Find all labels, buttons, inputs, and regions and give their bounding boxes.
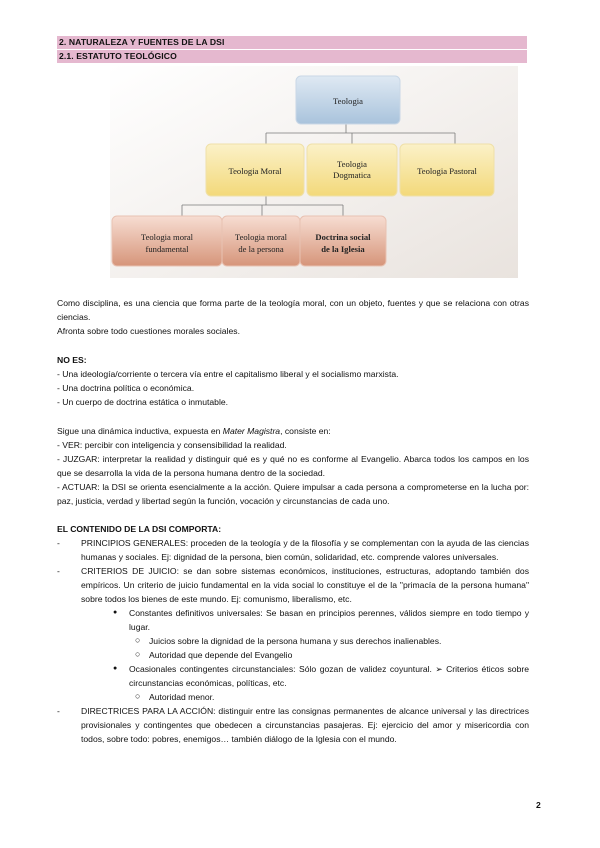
criterios-item <box>57 564 529 606</box>
ocasionales-sub-item <box>57 690 529 704</box>
contenido-block <box>57 522 529 746</box>
theology-hierarchy-diagram <box>110 66 518 278</box>
node-label: Dogmatica <box>333 170 371 180</box>
dash-marker: - <box>57 538 60 548</box>
juzgar-item: - JUZGAR: interpretar la realidad y distinguir qué es y qué no es conforme al Evangelio. Abarca todos los campos en los que se desarrolla la vida de la persona humana dentro de la sociedad. <box>57 454 529 478</box>
no-es-title: NO ES: <box>57 355 87 365</box>
node-label: Teologia Moral <box>228 166 282 176</box>
no-es-item: - Una doctrina política o económica. <box>57 383 195 393</box>
constantes-sub-text: Autoridad que depende del Evangelio <box>149 650 293 660</box>
intro-paragraph-2: Afronta sobre todo cuestiones morales sociales. <box>57 326 240 336</box>
node-label: Teologia <box>333 96 363 106</box>
constantes-sub-text: Juicios sobre la dignidad de la persona humana y sus derechos inalienables. <box>149 636 442 646</box>
intro-paragraph: Como disciplina, es una ciencia que forma parte de la teología moral, con un objeto, fuentes y que se relaciona con otras ciencias. <box>57 298 529 322</box>
diagram-node-teologia-moral <box>206 144 304 196</box>
criterios-text: CRITERIOS DE JUICIO: se dan sobre sistemas económicos, instituciones, estructuras, adoptando también dos empíricos. Un criterio de juicio fundamental en la vida social lo constituye el de la "primacía de la persona humana" sobre todos los bienes de este mundo. Ej: comunismo, liberalismo, etc. <box>81 566 529 604</box>
constantes-sub-item <box>57 648 529 662</box>
constantes-text: Constantes definitivos universales: Se basan en principios perennes, válidos siempre en todo tiempo y lugar. <box>129 608 529 632</box>
diagram-node-doctrina-social <box>300 216 386 266</box>
mater-magistra-title: Mater Magistra <box>222 426 281 436</box>
node-label: Teologia Pastoral <box>417 166 477 176</box>
contenido-title: EL CONTENIDO DE LA DSI COMPORTA: <box>57 524 222 534</box>
subsection-heading: 2.1. ESTATUTO TEOLÓGICO <box>57 50 527 63</box>
dinamica-intro <box>57 424 529 438</box>
intro-block <box>57 296 529 338</box>
circle-marker: ○ <box>135 635 141 645</box>
node-label: de la persona <box>238 244 284 254</box>
no-es-block <box>57 353 529 409</box>
node-label: Teologia moral <box>234 232 288 242</box>
diagram-node-root <box>296 76 400 124</box>
ocasionales-text: Ocasionales contingentes circunstanciales: Sólo gozan de validez coyuntural. ➢ Criterios éticos sobre circunstancias económicas, políticas, etc. <box>129 664 529 688</box>
bullet-marker: ● <box>113 665 118 672</box>
principios-item <box>57 536 529 564</box>
ocasionales-item <box>57 662 529 690</box>
directrices-item <box>57 704 529 746</box>
constantes-item <box>57 606 529 634</box>
node-label: Teologia moral <box>140 232 194 242</box>
dinamica-intro-text-end: , consiste en: <box>280 426 331 436</box>
ocasionales-sub-text: Autoridad menor. <box>149 692 215 702</box>
diagram-node-teologia-pastoral <box>400 144 494 196</box>
principios-text: PRINCIPIOS GENERALES: proceden de la teología y de la filosofía y se complementan con la ayuda de las ciencias humanas y sociales. Ej: dignidad de la persona, bien común, solidaridad, etc. comprende valores universales. <box>81 538 529 562</box>
dinamica-block <box>57 424 529 508</box>
diagram-node-teologia-moral-persona <box>222 216 300 266</box>
constantes-sub-item <box>57 634 529 648</box>
circle-marker: ○ <box>135 649 141 659</box>
diagram-node-teologia-dogmatica <box>307 144 397 196</box>
node-label: Doctrina social <box>315 232 371 242</box>
diagram-node-teologia-moral-fundamental <box>112 216 222 266</box>
ver-item: - VER: percibir con inteligencia y consensibilidad la realidad. <box>57 440 287 450</box>
no-es-item: - Una ideología/corriente o tercera vía entre el capitalismo liberal y el socialismo marxista. <box>57 369 399 379</box>
node-label: fundamental <box>145 244 189 254</box>
page-number: 2 <box>536 800 541 810</box>
node-label: de la Iglesia <box>321 244 365 254</box>
no-es-item: - Un cuerpo de doctrina estática o inmutable. <box>57 397 229 407</box>
node-label: Teologia <box>337 159 367 169</box>
dash-marker: - <box>57 566 60 576</box>
dinamica-intro-text: Sigue una dinámica inductiva, expuesta en <box>57 426 223 436</box>
actuar-item: - ACTUAR: la DSI se orienta esencialmente a la acción. Quiere impulsar a cada persona a comprometerse en la lucha por: paz, justicia, verdad y libertad según la función, vocación y circunstancias de cada uno. <box>57 482 529 506</box>
dash-marker: - <box>57 706 60 716</box>
bullet-marker: ● <box>113 609 118 616</box>
section-heading: 2. NATURALEZA Y FUENTES DE LA DSI <box>57 36 527 49</box>
directrices-text: DIRECTRICES PARA LA ACCIÓN: distinguir entre las consignas permanentes de alcance universal y las directrices provisionales y contingentes que obedecen a circunstancias pasajeras. Ej: ejercicio del amor y misericordia con todos, sobre todo: pobres, enemigos… también diálogo de la Iglesia con el mundo. <box>81 706 529 744</box>
circle-marker: ○ <box>135 691 141 701</box>
